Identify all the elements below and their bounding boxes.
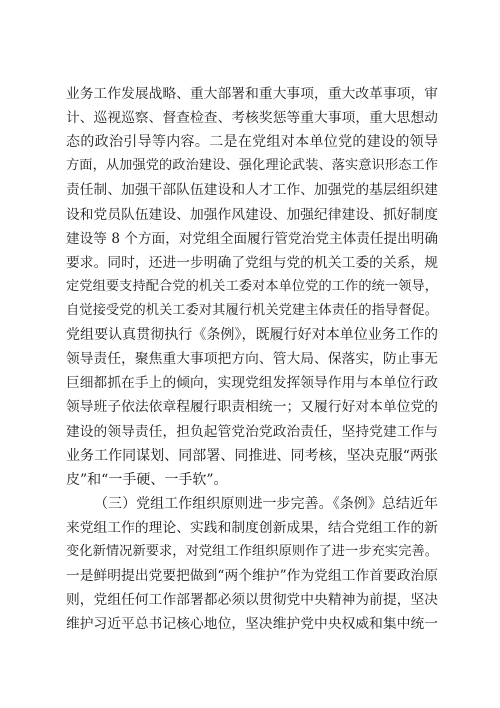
text-line: 自觉接受党的机关工委对其履行机关党建主体责任的指导督促。 (66, 302, 438, 318)
text-line: 设和党员队伍建设、加强作风建设、加强纪律建设、抓好制度 (66, 206, 438, 223)
text-line: 党组要认真贯彻执行《条例》，既履行好对本单位业务工作的 (66, 327, 438, 344)
text-line: 领导责任，聚焦重大事项把方向、管大局、保落实，防止事无 (66, 351, 438, 368)
text-line: 建设的领导责任，担负起管党治党政治责任，坚持党建工作与 (66, 423, 438, 440)
text-line: 皮”和“一手硬、一手软”。 (66, 471, 228, 488)
text-line: 责任制、加强干部队伍建设和人才工作、加强党的基层组织建 (66, 182, 438, 199)
document-body-text (66, 82, 438, 637)
text-line: 来党组工作的理论、实践和制度创新成果，结合党组工作的新 (66, 519, 438, 536)
text-line: 一是鲜明提出党要把做到“两个维护”作为党组工作首要政治原 (66, 568, 438, 585)
text-line: 计、巡视巡察、督查检查、考核奖惩等重大事项，重大思想动 (66, 110, 438, 127)
text-line: 领导班子依法依章程履行职责相统一；又履行好对本单位党的 (66, 399, 438, 416)
text-line: 建设等 8 个方面，对党组全面履行管党治党主体责任提出明确 (66, 230, 438, 247)
text-line: 要求。同时，还进一步明确了党组与党的机关工委的关系，规 (66, 254, 438, 271)
text-line: 业务工作同谋划、同部署、同推进、同考核，坚决克服“两张 (66, 447, 438, 464)
text-line: 方面，从加强党的政治建设、强化理论武装、落实意识形态工作 (66, 158, 438, 174)
text-line: 态的政治引导等内容。二是在党组对本单位党的建设的领导 (66, 134, 438, 151)
section-heading-line: （三）党组工作组织原则进一步完善。《条例》总结近年 (94, 495, 438, 512)
text-line: 定党组要支持配合党的机关工委对本单位党的工作的统一领导， (66, 278, 438, 294)
text-line: 则，党组任何工作部署都必须以贯彻党中央精神为前提，坚决 (66, 592, 438, 609)
text-line: 业务工作发展战略、重大部署和重大事项，重大改革事项，审 (66, 86, 438, 102)
text-line: 巨细都抓在手上的倾向，实现党组发挥领导作用与本单位行政 (66, 375, 438, 392)
text-line: 维护习近平总书记核心地位，坚决维护党中央权威和集中统一 (66, 616, 438, 633)
text-line: 变化新情况新要求，对党组工作组织原则作了进一步充实完善。 (66, 544, 438, 560)
